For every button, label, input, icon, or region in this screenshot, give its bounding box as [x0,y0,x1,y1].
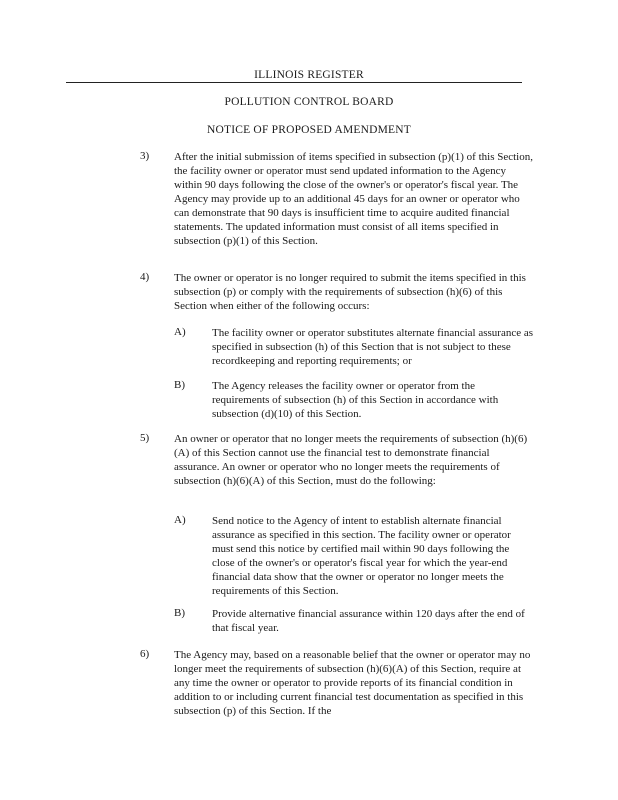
item-number-6: 6) [140,648,150,660]
item-text-4: The owner or operator is no longer required to submit the items specified in this subsection (p) or comply with the requirements of subsection (h)(6) of this Section when either of the following occurs: [174,272,526,312]
item-4-sub-a-number: A) [174,326,186,338]
register-title: ILLINOIS REGISTER [254,69,364,81]
item-text-3: After the initial submission of items specified in subsection (p)(1) of this Section, the facility owner or operator must send updated information to the Agency within 90 days following the close of the owner's or operator's fiscal year. The Agency may provide up to an additional 45 days for an owner or operator who can demonstrate that 90 days is insufficient time to acquire audited financial statements. The updated information must consist of all items specified in subsection (p)(1) of this Section. [174,151,533,247]
header-rule [66,82,522,83]
item-4-sub-a-text: The facility owner or operator substitutes alternate financial assurance as specified in subsection (h) of this Section that is not subject to these recordkeeping and reporting requirements; or [212,327,534,367]
item-5-sub-a-text: Send notice to the Agency of intent to establish alternate financial assurance as specified in this section. The facility owner or operator must send this notice by certified mail within 90 days following the close of the owner's or operator's fiscal year for which the year-end financial data show that the owner or operator no longer meets the requirements of this Section. [212,515,511,597]
item-4-sub-b-number: B) [174,379,185,391]
item-number-3: 3) [140,150,150,162]
notice-title: NOTICE OF PROPOSED AMENDMENT [207,124,411,136]
item-5-sub-b-text: Provide alternative financial assurance within 120 days after the end of that fiscal year. [212,608,525,634]
item-5-sub-b-number: B) [174,607,185,619]
item-5-sub-a-number: A) [174,514,186,526]
item-number-4: 4) [140,271,150,283]
item-4-sub-b-text: The Agency releases the facility owner or operator from the requirements of subsection (h) of this Section in accordance with subsection (d)(10) of this Section. [212,380,499,420]
board-title: POLLUTION CONTROL BOARD [224,96,394,108]
item-text-6: The Agency may, based on a reasonable belief that the owner or operator may no longer meet the requirements of subsection (h)(6)(A) of this Section, require at any time the owner or operator to provide reports of its financial condition in addition to or including current financial test documentation as specified in this subsection (p) of this Section. If the [174,649,531,717]
item-text-5: An owner or operator that no longer meets the requirements of subsection (h)(6)(A) of this Section cannot use the financial test to demonstrate financial assurance. An owner or operator who no longer meets the requirements of subsection (h)(6)(A) of this Section, must do the following: [174,433,528,487]
item-number-5: 5) [140,432,150,444]
